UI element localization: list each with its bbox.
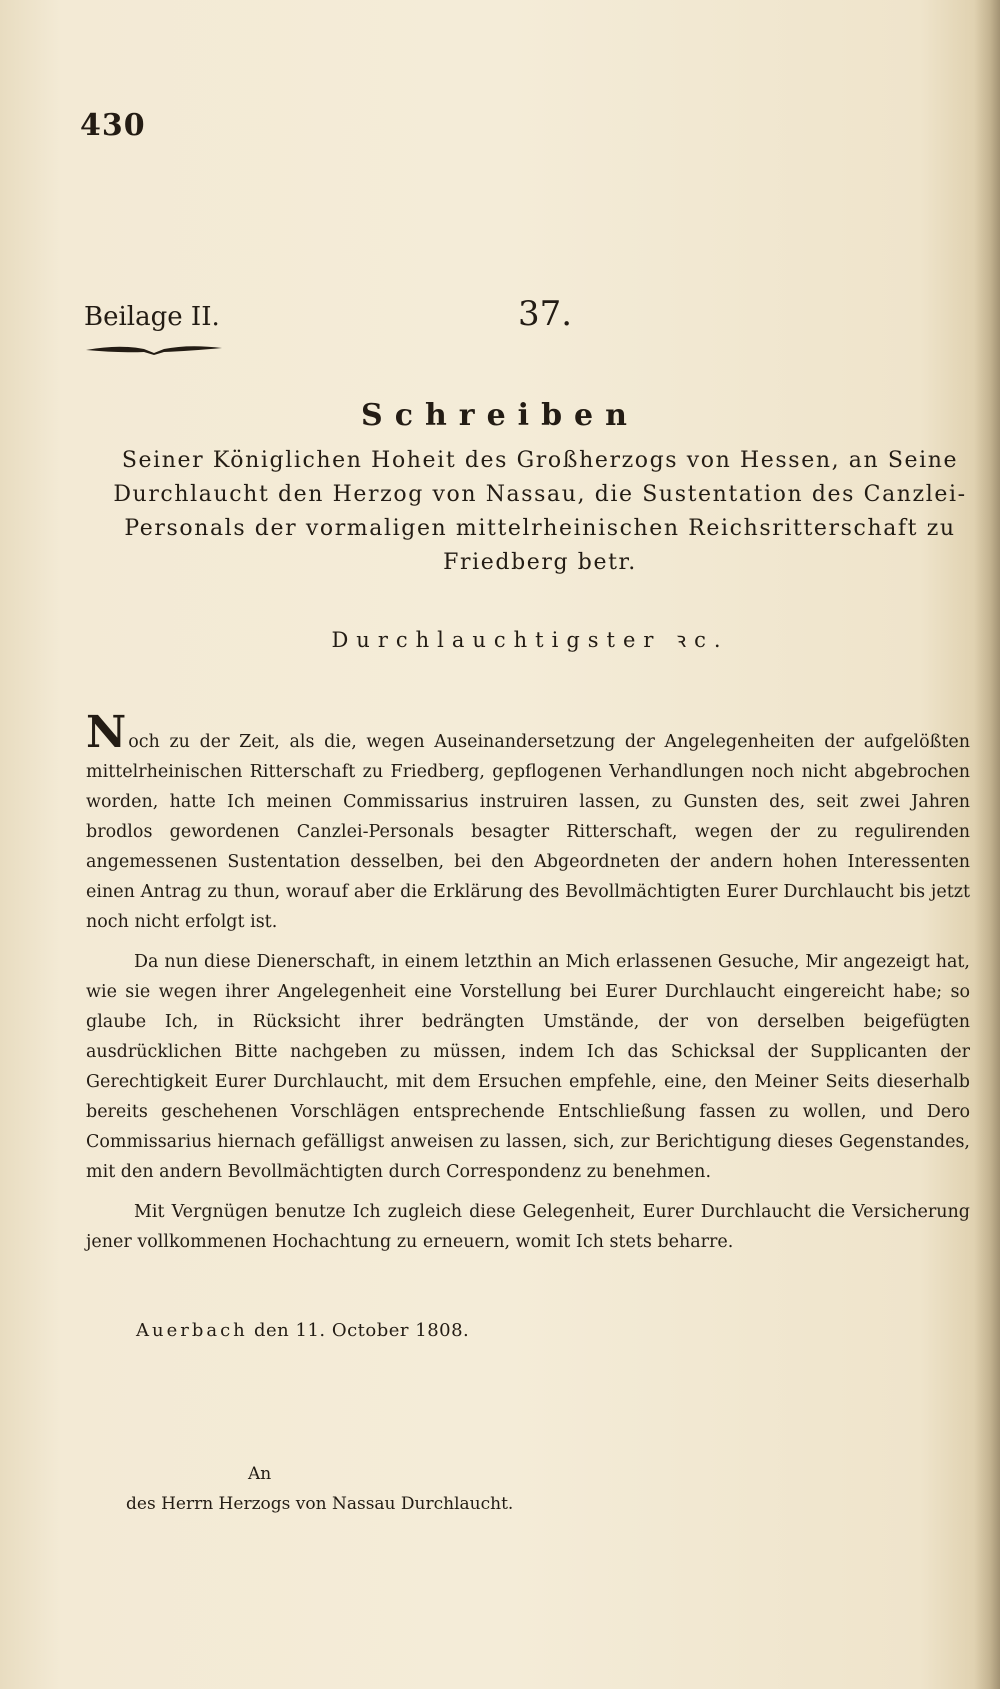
paragraph-2: Da nun diese Dienerschaft, in einem letzthin an Mich erlassenen Gesuche, Mir angezeigt hat, wie sie wegen ihrer Angelegenheit eine Vorstellung bei Eurer Durchlaucht eingereicht habe; so glaube Ich, in Rücksicht ihrer bedrängten Umstände, der von derselben beigefügten ausdrücklichen Bitte nachgeben zu müssen, indem Ich das Schicksal der Supplicanten der Gerechtigkeit Eurer Durchlaucht, mit dem Ersuchen empfehle, eine, den Meiner Seits dieserhalb bereits geschehenen Vorschlägen entsprechende Entschließung fassen zu wollen, und Dero Commissarius hiernach gefälligst anweisen zu lassen, sich, zur Berichtigung dieses Gegenstandes, mit den andern Bevollmächtigten durch Correspondenz zu benehmen. [86,952,970,1182]
supplement-label: Beilage II. [84,302,220,332]
salutation: Durchlauchtigster ꝛc. [331,628,729,652]
page-number: 430 [80,108,146,143]
document-subtitle: Seiner Königlichen Hoheit des Großherzogs von Hessen, an Seine Durchlaucht den Herzog von Nassau, die Sustentation des Canzlei-Personals der vormaligen mittelrheinischen Reichsritterschaft zu Friedberg betr. [113,448,967,575]
address-prefix: An [248,1464,272,1484]
place-date [136,1320,469,1341]
drop-cap: N [86,707,127,758]
document-title: Schreiben [361,398,639,433]
address-recipient: des Herrn Herzogs von Nassau Durchlaucht. [126,1494,514,1514]
paragraph-3: Mit Vergnügen benutze Ich zugleich diese Gelegenheit, Eurer Durchlaucht die Versicherung jener vollkommenen Hochachtung zu erneuern, womit Ich stets beharre. [86,1202,970,1252]
page-edge-shadow [974,0,1000,1689]
paragraph-1-text: och zu der Zeit, als die, wegen Auseinandersetzung der Angelegenheiten der aufgelößten mittelrheinischen Ritterschaft zu Friedberg, gepflogenen Verhandlungen noch nicht abgebrochen worden, hatte Ich meinen Commissarius instruiren lassen, zu Gunsten des, seit zwei Jahren brodlos gewordenen Canzlei-Personals besagter Ritterschaft, wegen der zu regulirenden angemessenen Sustentation desselben, bei den Abgeordneten der andern hohen Interessenten einen Antrag zu thun, worauf aber die Erklärung des Bevollmächtigten Eurer Durchlaucht bis jetzt noch nicht erfolgt ist. [86,732,970,932]
letter-body [86,707,970,1267]
place: Auerbach [136,1320,248,1341]
paragraph-1 [86,707,970,937]
document-number: 37. [518,294,573,334]
decorative-rule-icon [84,342,224,356]
date: den 11. October 1808. [247,1320,470,1341]
